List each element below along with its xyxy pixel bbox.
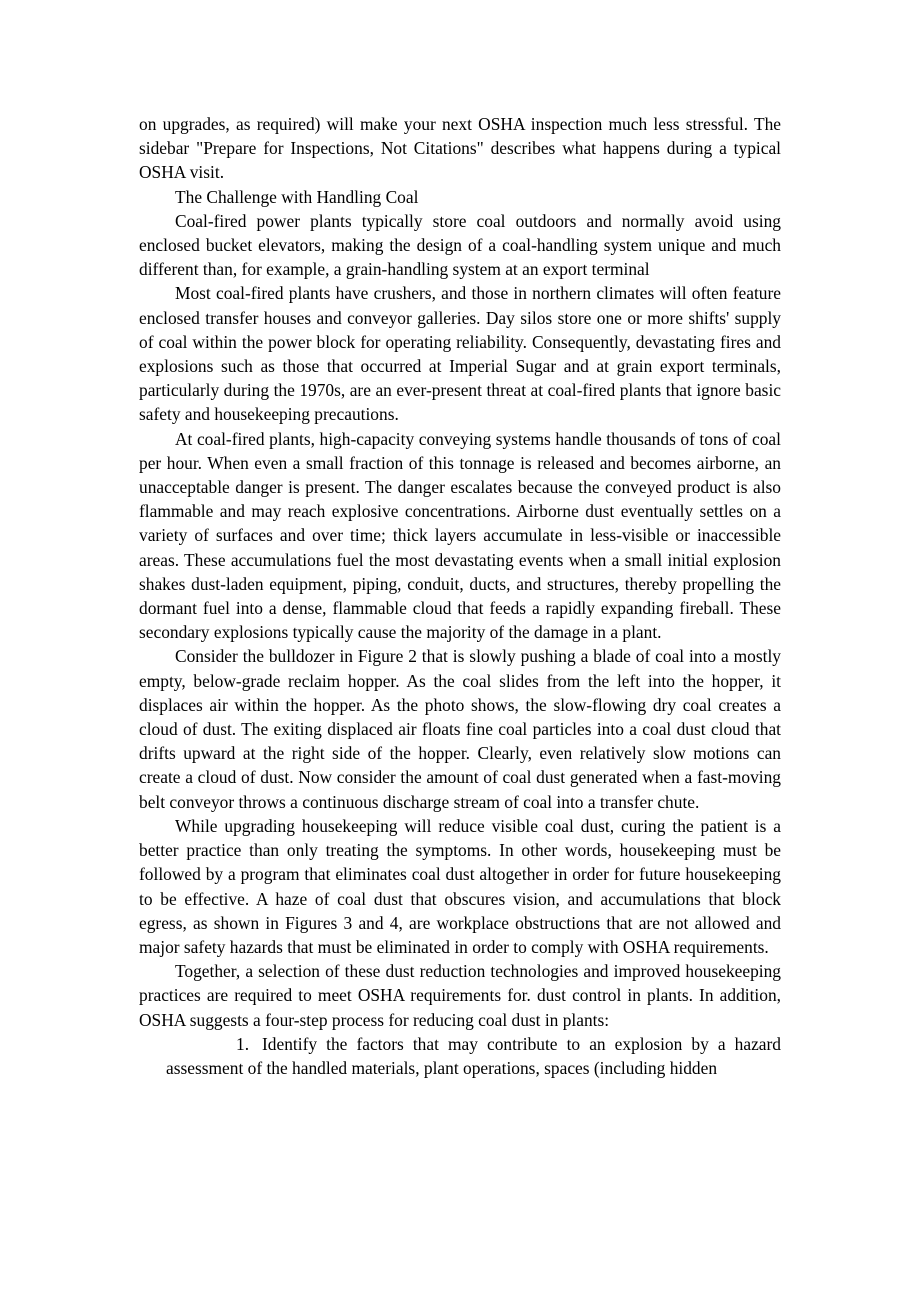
list-item-number: 1. — [236, 1033, 250, 1054]
paragraph-coal-storage: Coal-fired power plants typically store coal outdoors and normally avoid using enclosed bucket elevators, making the design of a coal-handling system unique and much different than, for example, a grain-handling system at an export terminal — [139, 210, 781, 280]
paragraph-intro-continued: on upgrades, as required) will make your next OSHA inspection much less stressful. The sidebar "Prepare for Inspections, Not Citations" describes what happens during a typical OSHA visit. — [139, 114, 781, 183]
document-page — [139, 112, 781, 1080]
list-item — [139, 1032, 781, 1080]
paragraph-osha-process: Together, a selection of these dust reduction technologies and improved housekeeping practices are required to meet OSHA requirements for. dust control in plants. In addition, OSHA suggests a four-step process for reducing coal dust in plants: — [139, 961, 781, 1030]
paragraph-conveying-systems: At coal-fired plants, high-capacity conveying systems handle thousands of tons of coal per hour. When even a small fraction of this tonnage is released and becomes airborne, an unacceptable danger is present. The danger escalates because the conveyed product is also flammable and may reach explosive concentrations. Airborne dust eventually settles on a variety of surfaces and over time; thick layers accumulate in less-visible or inaccessible areas. These accumulations fuel the most devastating events when a small initial explosion shakes dust-laden equipment, piping, conduit, ducts, and structures, thereby propelling the dormant fuel into a dense, flammable cloud that feeds a rapidly expanding fireball. These secondary explosions typically cause the majority of the damage in a plant. — [139, 428, 781, 643]
paragraph-housekeeping: While upgrading housekeeping will reduce visible coal dust, curing the patient is a better practice than only treating the symptoms. In other words, housekeeping must be followed by a program that eliminates coal dust altogether in order for future housekeeping to be effective. A haze of coal dust that obscures vision, and accumulations that block egress, as shown in Figures 3 and 4, are workplace obstructions that are not allowed and major safety hazards that must be eliminated in order to comply with OSHA requirements. — [139, 815, 781, 957]
paragraph-crushers: Most coal-fired plants have crushers, and those in northern climates will often feature enclosed transfer houses and conveyor galleries. Day silos store one or more shifts' supply of coal within the power block for operating reliability. Consequently, devastating fires and explosions such as those that occurred at Imperial Sugar and at grain export terminals, particularly during the 1970s, are an ever-present threat at coal-fired plants that ignore basic safety and housekeeping precautions. — [139, 283, 781, 425]
list-item-text: Identify the factors that may contribute to an explosion by a hazard assessment of the handled materials, plant operations, spaces (including hidden — [166, 1033, 781, 1078]
paragraph-bulldozer: Consider the bulldozer in Figure 2 that is slowly pushing a blade of coal into a mostly empty, below-grade reclaim hopper. As the coal slides from the left into the hopper, it displaces air within the hopper. As the photo shows, the slow-flowing dry coal creates a cloud of dust. The exiting displaced air floats fine coal particles into a coal dust cloud that drifts upward at the right side of the hopper. Clearly, even relatively slow motions can create a cloud of dust. Now consider the amount of coal dust generated when a fast-moving belt conveyor throws a continuous discharge stream of coal into a transfer chute. — [139, 646, 781, 812]
section-heading: The Challenge with Handling Coal — [175, 186, 419, 207]
